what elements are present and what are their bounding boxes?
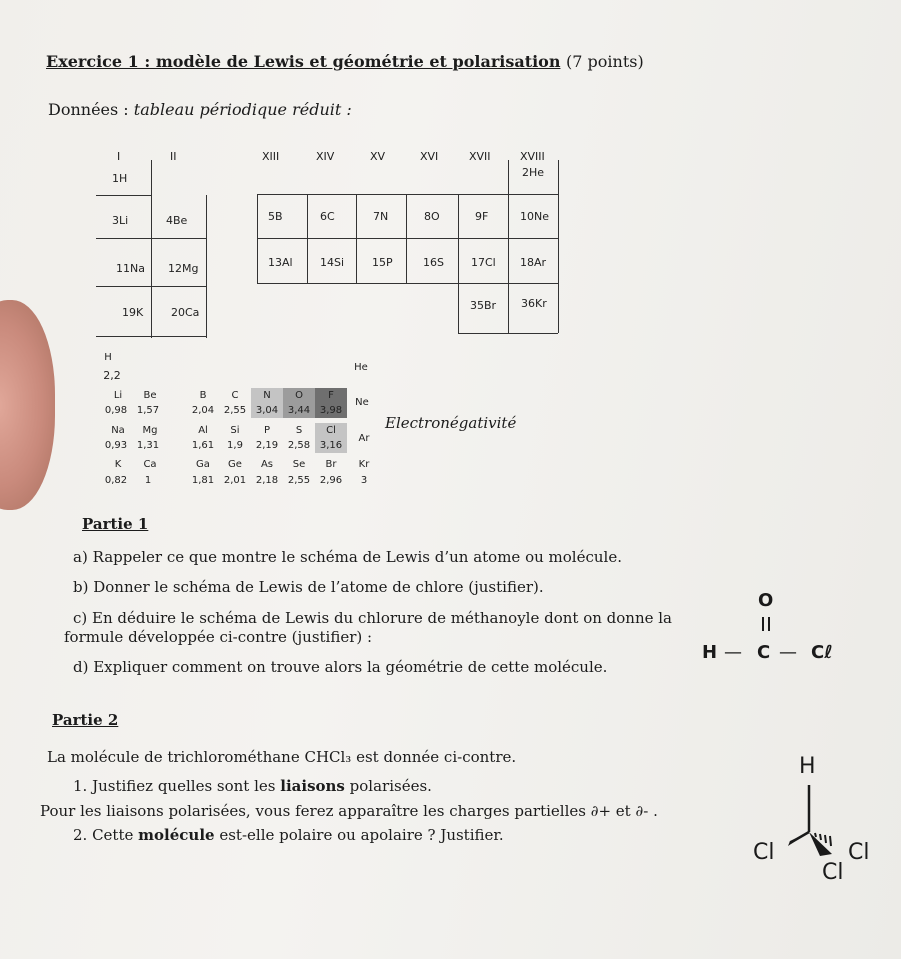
molecule-bonds [760, 780, 880, 880]
en-symbol: B [199, 390, 207, 401]
single-bond: — [779, 642, 797, 663]
en-symbol: Al [198, 425, 208, 436]
exercise-title: Exercice 1 : modèle de Lewis et géométrie et polarisation (7 points) [46, 52, 644, 71]
atom-h: H [702, 642, 718, 663]
element-cell: 17Cl [471, 256, 496, 269]
element-cell: 8O [424, 210, 440, 223]
en-symbol: Se [292, 459, 306, 470]
en-value: 3 [360, 475, 368, 486]
atom-cl-left: Cl [753, 840, 775, 865]
en-symbol: H [104, 352, 112, 363]
element-cell: 16S [423, 256, 444, 269]
element-cell: 14Si [320, 256, 345, 269]
en-symbol: Cl [326, 425, 336, 436]
question-a: a) Rappeler ce que montre le schéma de Lewis d’un atome ou molécule. [73, 548, 622, 566]
element-cell: 35Br [470, 299, 497, 312]
element-cell: 2He [522, 166, 545, 179]
en-value: 1 [144, 475, 152, 486]
partie1-title: Partie 1 [82, 515, 149, 533]
atom-cl-bottom: Cl [822, 860, 844, 885]
donnees-line: Données : tableau périodique réduit : [48, 100, 352, 119]
electronegativity-title: Electronégativité [385, 414, 517, 432]
en-symbol: S [295, 425, 303, 436]
en-symbol: Li [113, 390, 123, 401]
en-symbol: C [231, 390, 239, 401]
question-2: 2. Cette molécule est-elle polaire ou apolaire ? Justifier. [73, 826, 504, 844]
en-symbol: P [263, 425, 271, 436]
en-symbol: Br [325, 459, 337, 470]
group-label: XIV [316, 150, 335, 163]
group-label: II [170, 150, 177, 163]
en-value: 0,98 [104, 405, 128, 416]
element-cell: 7N [373, 210, 389, 223]
atom-cl-right: Cl [848, 840, 870, 865]
en-value: 2,55 [223, 405, 247, 416]
group-label: I [117, 150, 121, 163]
en-symbol: He [354, 362, 368, 373]
en-value: 2,58 [287, 440, 311, 451]
element-cell: 15P [372, 256, 393, 269]
en-symbol: Mg [142, 425, 158, 436]
element-cell: 5B [268, 210, 283, 223]
atom-o: O [758, 590, 774, 611]
group-label: XVI [420, 150, 439, 163]
en-value: 1,9 [227, 440, 243, 451]
single-bond: — [724, 642, 742, 663]
atom-cl: Cℓ [811, 642, 833, 663]
element-cell: 1H [112, 172, 128, 185]
en-symbol: F [328, 390, 334, 401]
en-symbol: Ca [143, 459, 157, 470]
element-cell: 4Be [166, 214, 188, 227]
en-symbol: Si [230, 425, 240, 436]
en-value: 1,31 [136, 440, 160, 451]
en-value: 1,61 [191, 440, 215, 451]
question-c-line2: formule développée ci-contre (justifier) : [64, 628, 373, 646]
en-value: 3,04 [255, 405, 279, 416]
question-c-line1: c) En déduire le schéma de Lewis du chlorure de méthanoyle dont on donne la [73, 609, 672, 627]
en-value: 3,98 [319, 405, 343, 416]
en-value: 3,16 [319, 440, 343, 451]
en-symbol: As [260, 459, 274, 470]
group-label: XIII [262, 150, 280, 163]
element-cell: 36Kr [521, 297, 547, 310]
element-cell: 12Mg [168, 262, 199, 275]
en-value: 1,81 [191, 475, 215, 486]
en-value: 2,96 [319, 475, 343, 486]
atom-h: H [799, 754, 816, 779]
partie2-title: Partie 2 [52, 711, 119, 729]
en-value: 2,18 [255, 475, 279, 486]
element-cell: 18Ar [520, 256, 547, 269]
en-symbol: O [295, 390, 303, 401]
element-cell: 10Ne [520, 210, 549, 223]
partie2-intro: La molécule de trichlorométhane CHCl₃ est donnée ci-contre. [47, 748, 517, 766]
polarisation-note: Pour les liaisons polarisées, vous ferez apparaître les charges partielles ∂+ et ∂- . [40, 802, 658, 820]
group-label: XVIII [520, 150, 545, 163]
en-value: 3,44 [287, 405, 311, 416]
question-b: b) Donner le schéma de Lewis de l’atome de chlore (justifier). [73, 578, 544, 596]
element-cell: 11Na [116, 262, 145, 275]
group-label: XVII [469, 150, 491, 163]
group-label: XV [370, 150, 386, 163]
element-cell: 13Al [268, 256, 293, 269]
question-d: d) Expliquer comment on trouve alors la géométrie de cette molécule. [73, 658, 608, 676]
element-cell: 19K [122, 306, 144, 319]
en-symbol: Ga [196, 459, 210, 470]
en-value: 1,57 [136, 405, 160, 416]
en-symbol: K [114, 459, 122, 470]
en-value: 0,82 [104, 475, 128, 486]
en-value: 0,93 [104, 440, 128, 451]
question-1: 1. Justifiez quelles sont les liaisons polarisées. [73, 777, 432, 795]
en-value: 2,55 [287, 475, 311, 486]
en-symbol: Ar [358, 433, 370, 444]
en-symbol: N [263, 390, 271, 401]
en-symbol: Ge [228, 459, 242, 470]
element-cell: 20Ca [171, 306, 200, 319]
en-value: 2,19 [255, 440, 279, 451]
atom-c: C [757, 642, 771, 663]
element-cell: 6C [320, 210, 335, 223]
double-bond-line [768, 617, 770, 631]
en-value: 2,2 [103, 369, 121, 382]
element-cell: 3Li [112, 214, 129, 227]
en-symbol: Kr [358, 459, 370, 470]
en-value: 2,01 [223, 475, 247, 486]
element-cell: 9F [475, 210, 489, 223]
en-value: 2,04 [191, 405, 215, 416]
double-bond-line [762, 617, 764, 631]
en-symbol: Na [111, 425, 125, 436]
en-symbol: Be [143, 390, 157, 401]
en-symbol: Ne [355, 397, 369, 408]
